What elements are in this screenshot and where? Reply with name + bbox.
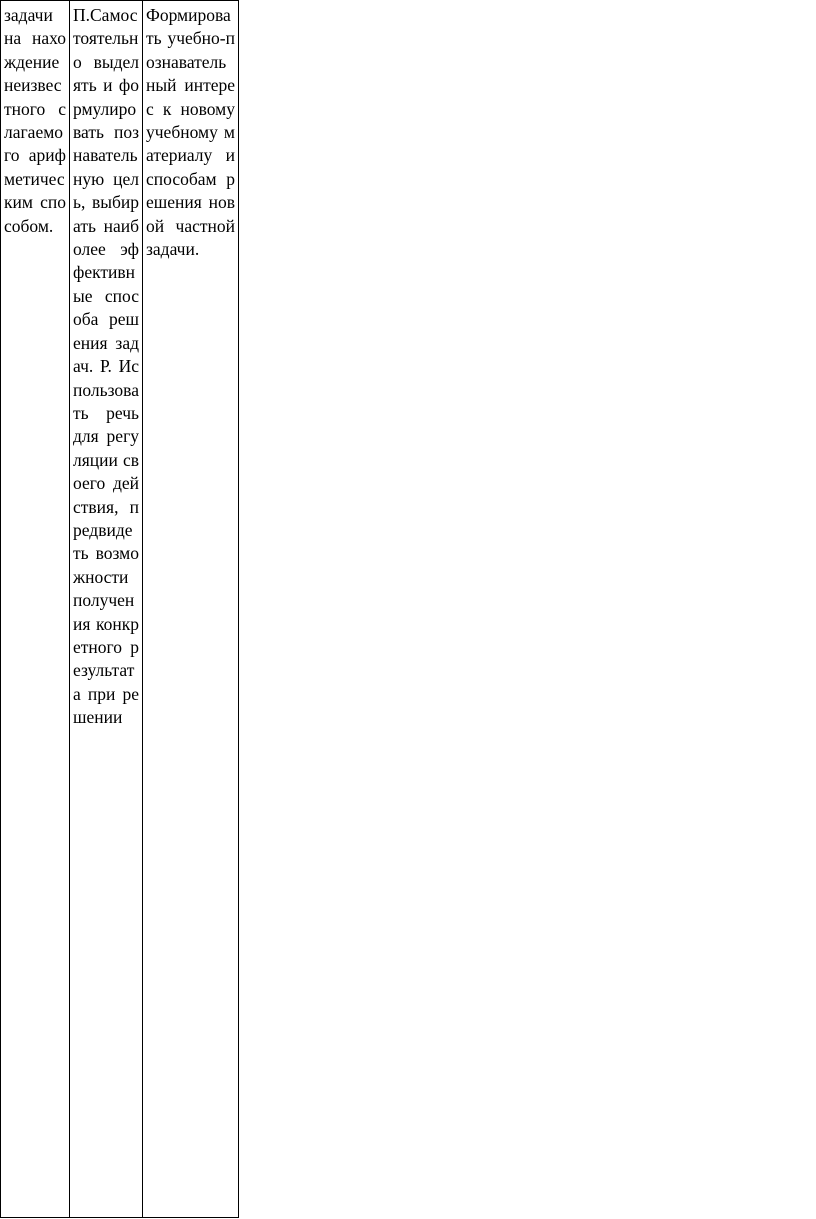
table-cell-personal-results [143,1,239,1218]
table-cell-learning-actions [70,1,143,1218]
cell-text: задачи на нахождение неизвестного слагаемого арифметическим способом. [4,5,66,236]
table-cell-task-description [1,1,70,1218]
cell-text: П.Самостоятельно выделять и формулировать познавательную цель, выбирать наиболее эффективные способа решения задач. Р. Использовать речь для регуляции своего действия, предвидеть возможности получения конкретного результата при решении [73,5,139,728]
document-table [0,0,239,1218]
cell-text: Формировать учебно-познавательный интерес к новому учебному материалу и способам решения новой частной задачи. [146,5,235,260]
table-row [1,1,239,1218]
